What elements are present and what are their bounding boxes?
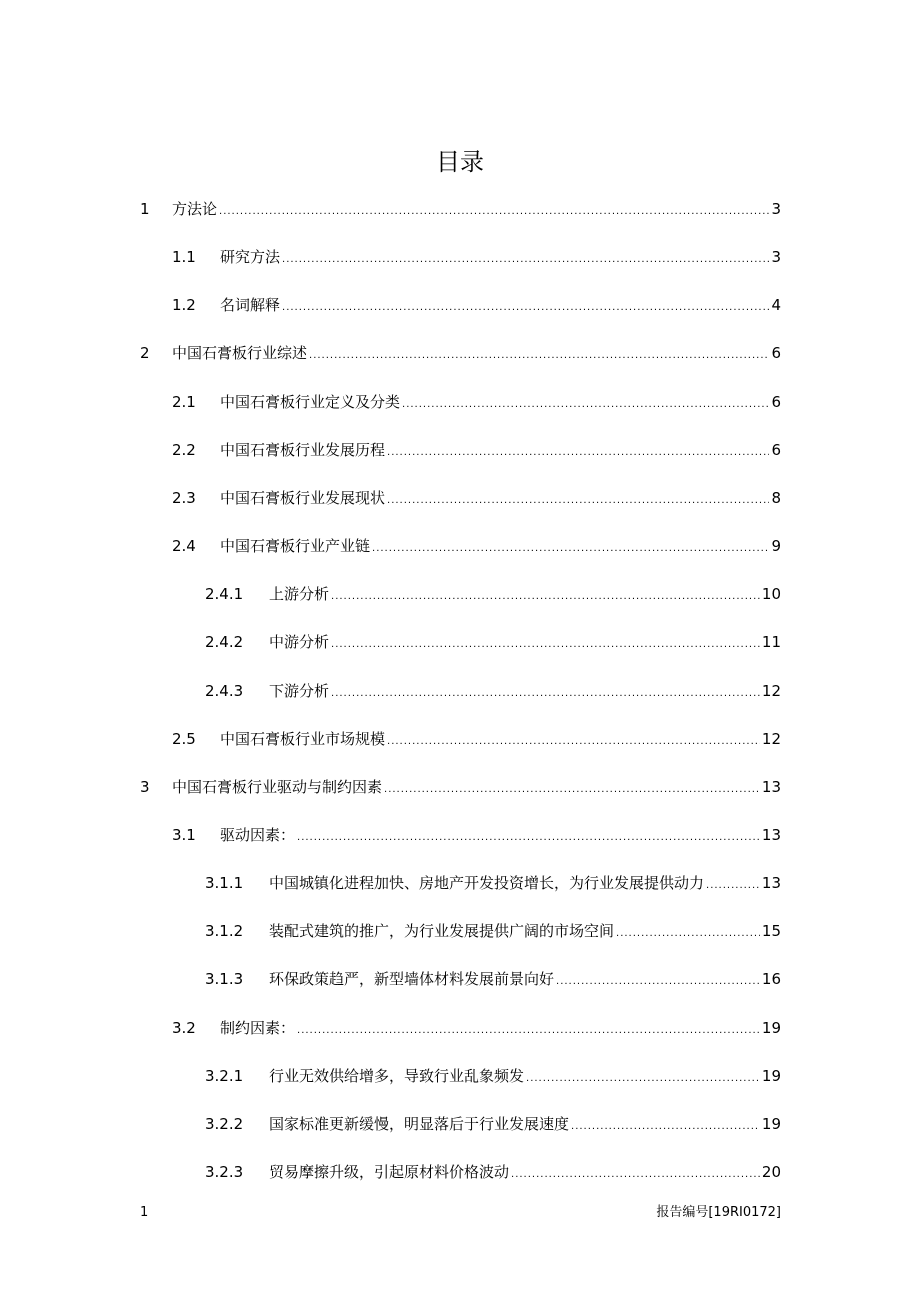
toc-entry[interactable] [172,1016,781,1040]
toc-leader-dots [616,922,760,946]
toc-entry-page: 6 [771,393,781,411]
toc-entry[interactable] [205,1112,781,1136]
toc-title: 目录 [436,148,484,176]
toc-leader-dots [387,730,760,754]
toc-entry-number: 2.2 [172,441,196,459]
toc-entry-text: 方法论 [172,200,218,218]
toc-entry-text: 中国石膏板行业定义及分类 [220,393,401,411]
toc-leader-dots [297,826,760,850]
toc-entry[interactable] [205,630,781,654]
toc-entry-number: 3.1.2 [205,922,244,940]
toc-entry-text: 中国石膏板行业发展现状 [220,489,386,507]
toc-leader-dots [511,1163,760,1187]
toc-entry-page: 20 [761,1163,781,1181]
toc-entry-number: 1.2 [172,296,196,314]
toc-entry-number: 3 [140,778,150,796]
toc-entry-page: 10 [761,585,781,603]
toc-entry[interactable] [172,438,781,462]
toc-entry-number: 1 [140,200,150,218]
toc-entry[interactable] [140,341,781,365]
toc-entry-text: 中国石膏板行业产业链 [220,537,371,555]
footer-report-code: 报告编号[19RI0172] [656,1205,781,1220]
toc-leader-dots [384,778,760,802]
toc-entry-number: 3.2.3 [205,1163,244,1181]
toc-entry-text: 中国石膏板行业市场规模 [220,730,386,748]
toc-entry[interactable] [172,390,781,414]
toc-entry-text: 驱动因素： [220,826,296,844]
toc-entry-page: 6 [771,441,781,459]
toc-entry-number: 3.2.2 [205,1115,244,1133]
toc-entry-text: 下游分析 [269,682,330,700]
footer-page-number: 1 [140,1205,149,1220]
toc-entry-text: 中国石膏板行业驱动与制约因素 [172,778,383,796]
toc-leader-dots [282,296,769,320]
toc-entry[interactable] [140,775,781,799]
toc-leader-dots [526,1067,760,1091]
toc-entry-number: 2.4.2 [205,633,244,651]
toc-entry-page: 6 [771,344,781,362]
toc-entry-number: 2.4.1 [205,585,244,603]
toc-entry-page: 13 [761,778,781,796]
toc-leader-dots [282,248,769,272]
toc-leader-dots [219,200,769,224]
toc-entry-page: 13 [761,874,781,892]
toc-leader-dots [331,585,760,609]
toc-entry-number: 1.1 [172,248,196,266]
toc-entry-text: 中国石膏板行业综述 [172,344,308,362]
toc-entry-number: 2.4 [172,537,196,555]
toc-leader-dots [387,441,769,465]
toc-entry-number: 2.4.3 [205,682,244,700]
toc-leader-dots [556,970,760,994]
toc-entry-text: 制约因素： [220,1019,296,1037]
toc-entry[interactable] [205,1064,781,1088]
toc-entry-page: 19 [761,1019,781,1037]
toc-entry-page: 12 [761,730,781,748]
toc-leader-dots [571,1115,760,1139]
toc-entry-number: 2 [140,344,150,362]
toc-entry-number: 2.3 [172,489,196,507]
toc-leader-dots [372,537,769,561]
toc-entry-page: 19 [761,1067,781,1085]
toc-entry[interactable] [172,727,781,751]
toc-entry[interactable] [172,823,781,847]
toc-leader-dots [309,344,769,368]
toc-entry-number: 3.2 [172,1019,196,1037]
toc-entry-page: 8 [771,489,781,507]
toc-entry-page: 3 [771,200,781,218]
toc-leader-dots [387,489,769,513]
toc-entry-number: 2.1 [172,393,196,411]
toc-entry-number: 3.1.3 [205,970,244,988]
toc-entry-number: 3.2.1 [205,1067,244,1085]
toc-entry[interactable] [140,197,781,221]
toc-entry-page: 19 [761,1115,781,1133]
toc-entry-text: 中国城镇化进程加快、房地产开发投资增长，为行业发展提供动力 [269,874,705,892]
toc-entry[interactable] [205,967,781,991]
toc-entry-text: 研究方法 [220,248,281,266]
toc-entry-page: 3 [771,248,781,266]
toc-leader-dots [331,682,760,706]
toc-entry-page: 13 [761,826,781,844]
toc-leader-dots [297,1019,760,1043]
toc-leader-dots [706,874,760,898]
toc-entry-text: 中国石膏板行业发展历程 [220,441,386,459]
toc-entry-text: 贸易摩擦升级，引起原材料价格波动 [269,1163,510,1181]
toc-entry-text: 中游分析 [269,633,330,651]
toc-entry[interactable] [205,582,781,606]
toc-entry-page: 16 [761,970,781,988]
toc-entry[interactable] [205,1160,781,1184]
toc-entry-page: 9 [771,537,781,555]
toc-entry[interactable] [205,679,781,703]
toc-entry-text: 行业无效供给增多，导致行业乱象频发 [269,1067,525,1085]
toc-entry-number: 3.1 [172,826,196,844]
toc-entry-text: 名词解释 [220,296,281,314]
toc-entry-page: 4 [771,296,781,314]
toc-leader-dots [402,393,769,417]
toc-entry-text: 上游分析 [269,585,330,603]
toc-entry-page: 15 [761,922,781,940]
toc-entry[interactable] [205,919,781,943]
toc-entry-page: 12 [761,682,781,700]
toc-entry-number: 3.1.1 [205,874,244,892]
toc-entry-text: 国家标准更新缓慢，明显落后于行业发展速度 [269,1115,570,1133]
toc-entry[interactable] [172,245,781,269]
toc-entry[interactable] [172,486,781,510]
toc-entry-text: 环保政策趋严，新型墙体材料发展前景向好 [269,970,555,988]
toc-leader-dots [331,633,760,657]
toc-entry-text: 装配式建筑的推广，为行业发展提供广阔的市场空间 [269,922,615,940]
toc-entry[interactable] [172,534,781,558]
toc-entry[interactable] [205,871,781,895]
toc-entry[interactable] [172,293,781,317]
toc-entry-number: 2.5 [172,730,196,748]
toc-entry-page: 11 [761,633,781,651]
